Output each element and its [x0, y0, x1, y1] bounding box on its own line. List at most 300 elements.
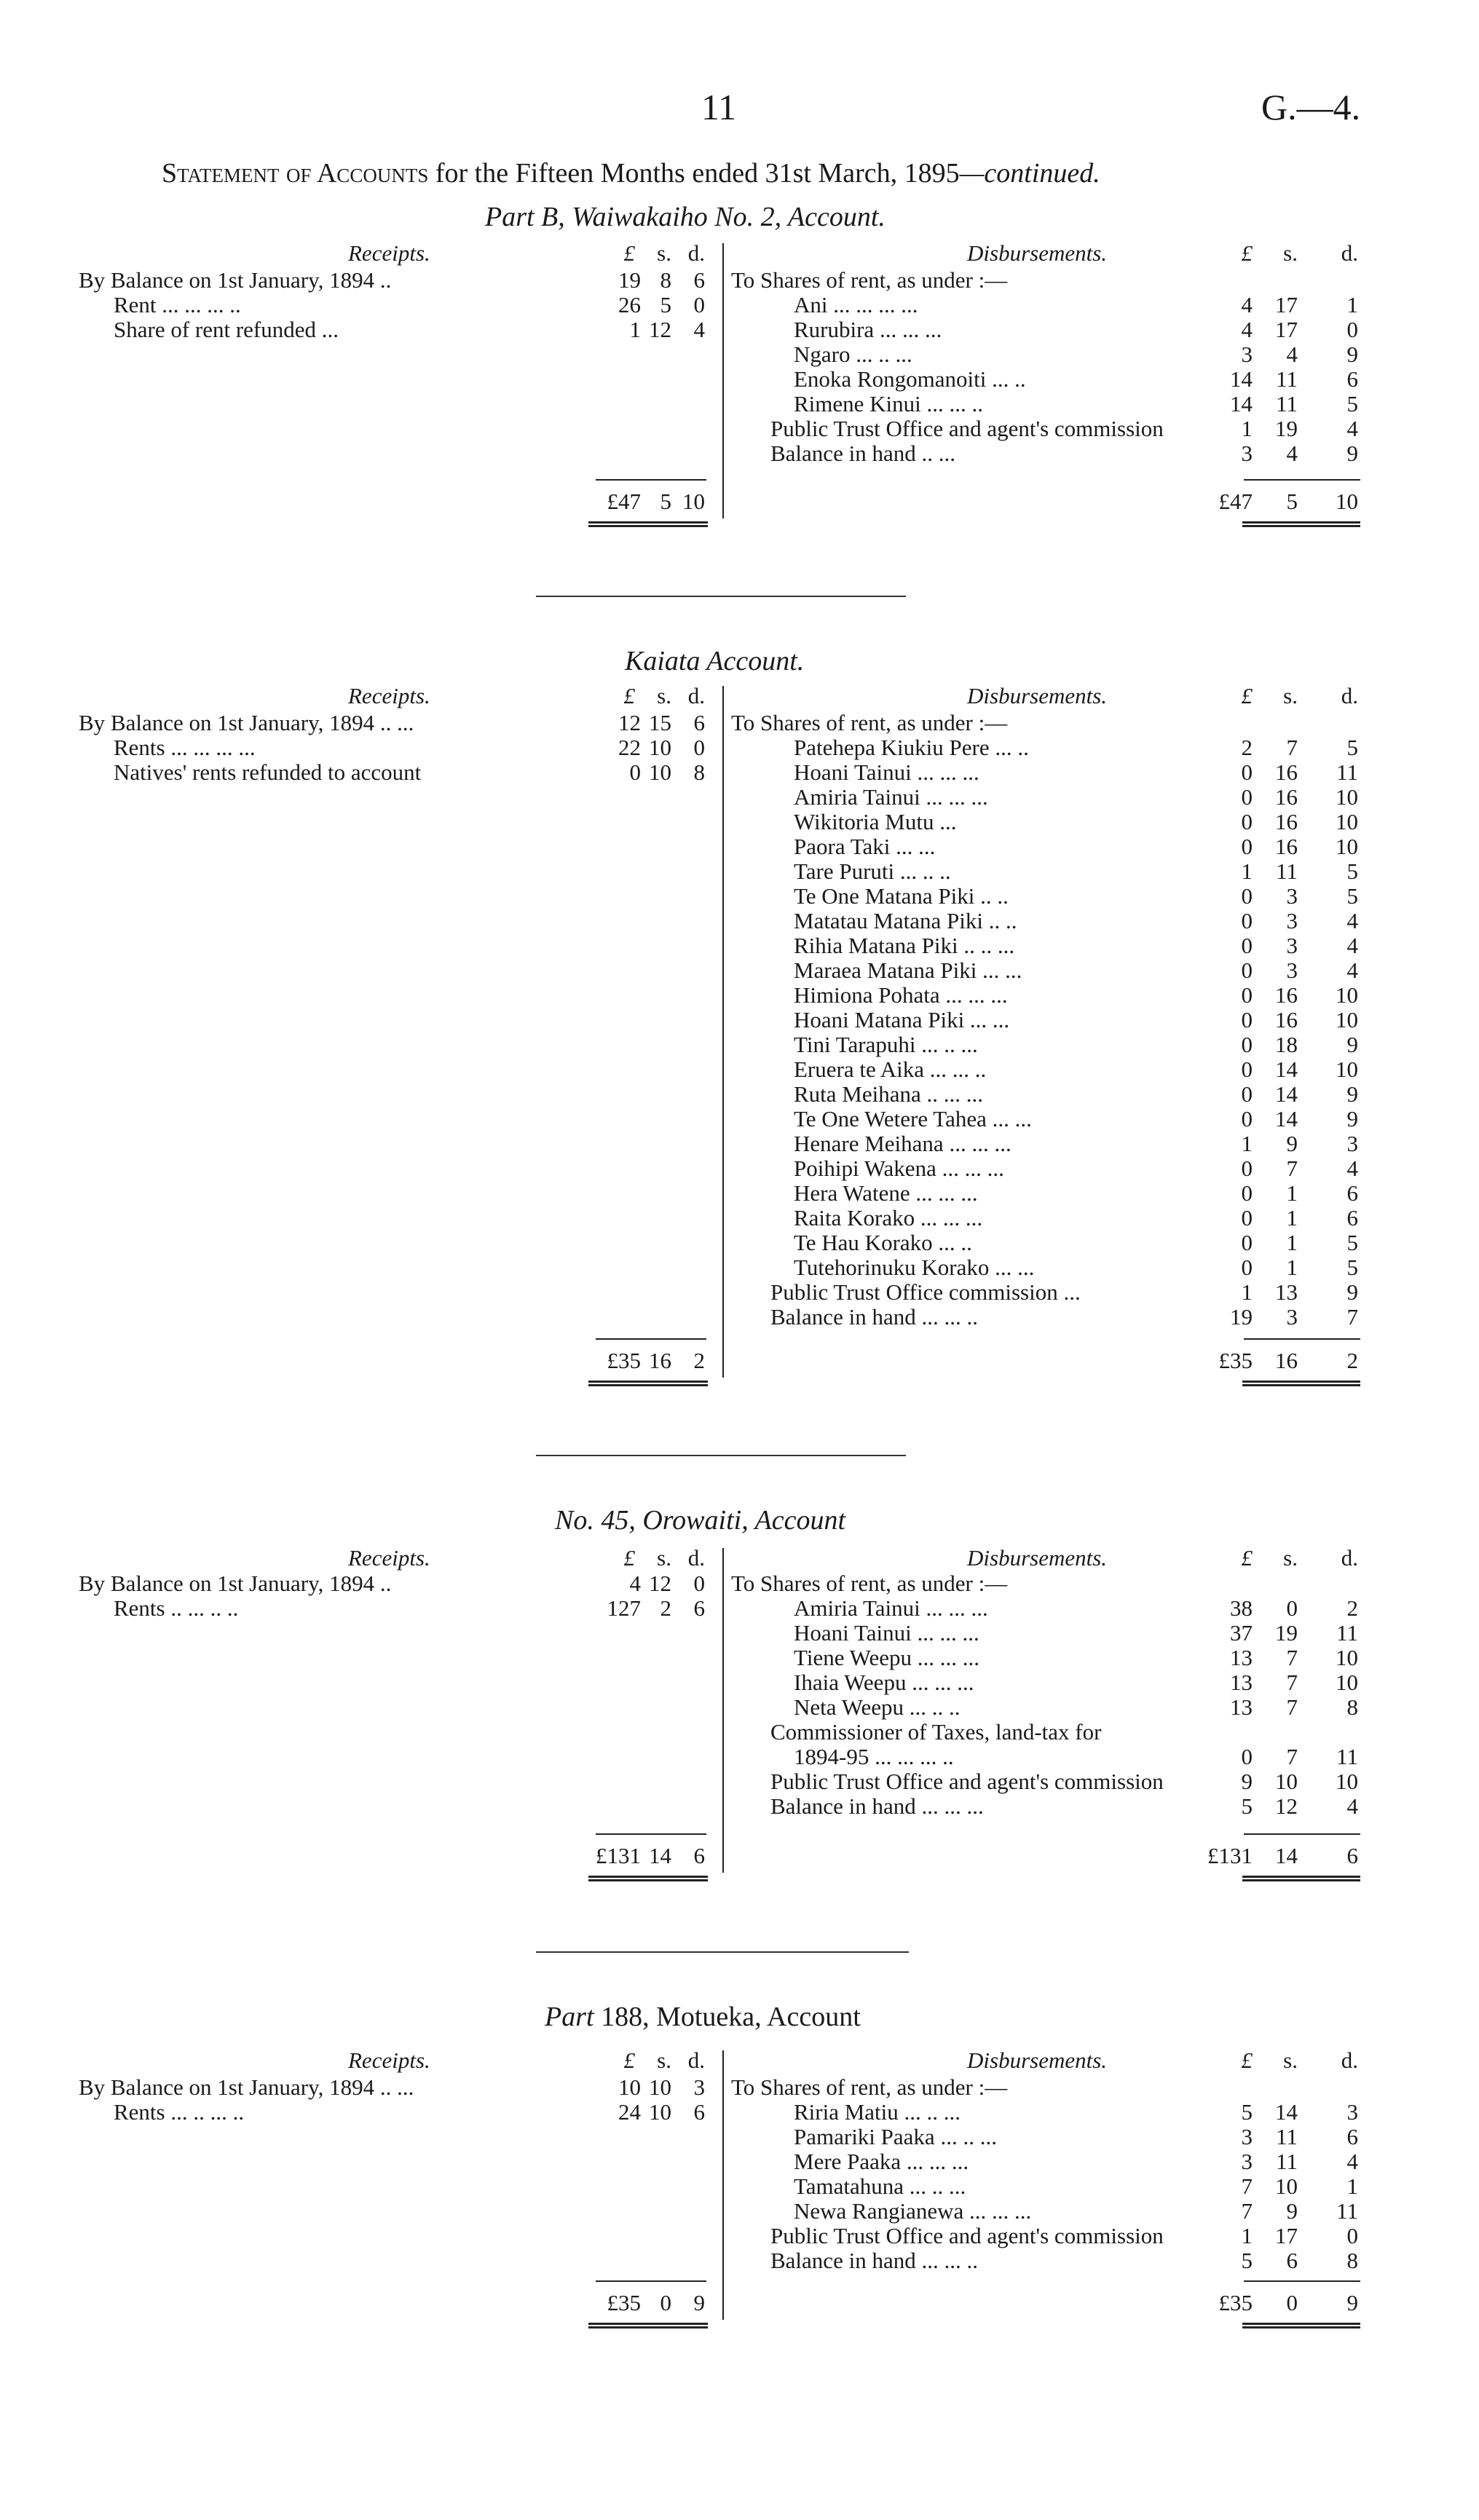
disbursement-row-label: Tutehorinuku Korako ... ...: [794, 1255, 1035, 1280]
disbursement-row-pounds: 0: [1241, 933, 1253, 958]
disbursement-row-pence: 10: [1336, 1007, 1358, 1032]
column-divider: [722, 243, 724, 518]
disbursements-total-pounds: £131: [1207, 1843, 1253, 1868]
disbursement-row-shillings: 16: [1275, 784, 1298, 810]
receipt-row-label: Rent ... ... ... ..: [114, 292, 241, 317]
disbursement-row-pounds: 1: [1241, 2223, 1253, 2248]
disbursement-row-shillings: 4: [1286, 341, 1298, 367]
disbursement-row-pence: 10: [1336, 1056, 1358, 1082]
disbursement-row-pence: 4: [1346, 416, 1358, 441]
disbursement-row-pounds: 0: [1241, 883, 1253, 909]
disbursement-row-label: Newa Rangianewa ... ... ...: [794, 2198, 1032, 2224]
disbursements-total-pence: 9: [1346, 2290, 1358, 2315]
receipts-total-shillings: 14: [649, 1843, 671, 1868]
receipts-pence-header: d.: [687, 1545, 705, 1571]
disbursement-row-pence: 11: [1336, 1744, 1358, 1769]
disbursement-row-label: Te One Wetere Tahea ... ...: [794, 1106, 1032, 1131]
disbursement-row-label: Raita Korako ... ... ...: [794, 1205, 983, 1231]
disbursement-row-pounds: 0: [1241, 1156, 1253, 1181]
disbursement-row-shillings: 11: [1276, 2124, 1298, 2149]
disbursement-row-pence: 5: [1346, 391, 1358, 416]
disbursement-row-pounds: 3: [1241, 2149, 1253, 2174]
disbursement-row-pence: 3: [1346, 1131, 1358, 1156]
receipts-total-pounds: £35: [607, 2290, 641, 2315]
receipt-row-pence: 0: [693, 292, 705, 317]
disbursement-row-pounds: 0: [1241, 1180, 1253, 1206]
account-heading: [545, 2001, 861, 2033]
receipts-total-pence: 10: [682, 489, 705, 514]
disbursements-shillings-header: s.: [1283, 240, 1298, 266]
disbursement-row-pence: 6: [1346, 366, 1358, 392]
disbursement-row-pounds: 3: [1241, 341, 1253, 367]
disbursement-row-shillings: 16: [1275, 759, 1298, 785]
disbursements-header: Disbursements.: [967, 683, 1108, 708]
disbursement-row-label: Ani ... ... ... ...: [794, 292, 918, 317]
disbursement-row-pounds: 0: [1241, 957, 1253, 983]
disbursements-total-pounds: £35: [1218, 1348, 1253, 1373]
disbursement-row-label: Hoani Matana Piki ... ...: [794, 1007, 1010, 1032]
disbursement-row-label: Mere Paaka ... ... ...: [794, 2149, 969, 2174]
disbursement-row-pence: 5: [1346, 735, 1358, 760]
disbursement-row-shillings: 10: [1275, 1769, 1298, 1794]
disbursement-row-shillings: 17: [1275, 2223, 1298, 2248]
disbursement-row-label: Public Trust Office and agent's commission: [770, 1769, 1164, 1794]
disbursement-row-pounds: 0: [1241, 809, 1253, 834]
disbursement-row-label: Hoani Tainui ... ... ...: [794, 1620, 979, 1646]
receipt-row-pence: 3: [693, 2074, 705, 2100]
disbursement-row-pounds: 0: [1241, 784, 1253, 810]
disbursements-total-pence: 10: [1336, 489, 1358, 514]
column-divider: [722, 2050, 724, 2320]
disbursement-row-shillings: 17: [1275, 292, 1298, 317]
account-heading-part-b: Orowaiti, Account: [635, 1505, 846, 1536]
disbursement-row-shillings: 7: [1286, 1744, 1298, 1769]
disbursement-row-pounds: 0: [1241, 1205, 1253, 1231]
disbursement-row-pounds: 0: [1241, 1255, 1253, 1280]
disbursement-row-shillings: 3: [1286, 1304, 1298, 1330]
disbursement-row-pence: 6: [1346, 2124, 1358, 2149]
disbursement-row-pounds: 1: [1241, 858, 1253, 884]
disbursement-row-pounds: 14: [1230, 366, 1253, 392]
disbursement-row-pounds: 0: [1241, 1056, 1253, 1082]
disbursements-pounds-header: £: [1241, 1545, 1253, 1571]
account-heading: [625, 645, 804, 677]
disbursement-row-pence: 6: [1346, 1205, 1358, 1231]
disbursement-row-pence: 11: [1336, 759, 1358, 785]
section-separator: [536, 1951, 909, 1953]
receipt-row-label: By Balance on 1st January, 1894 .. ...: [79, 710, 414, 735]
disbursement-row-pence: 9: [1346, 441, 1358, 466]
disbursements-header: Disbursements.: [967, 1545, 1108, 1571]
receipts-total-pence: 2: [693, 1348, 705, 1373]
disbursement-row-pence: 3: [1346, 2099, 1358, 2125]
disbursement-row-shillings: 4: [1286, 441, 1298, 466]
disbursement-row-pence: 1: [1346, 2173, 1358, 2199]
disbursement-row-label: Eruera te Aika ... ... ..: [794, 1056, 987, 1082]
disbursement-row-pounds: 3: [1241, 441, 1253, 466]
disbursements-pence-header: d.: [1341, 2047, 1358, 2073]
disbursement-row-pence: 10: [1336, 809, 1358, 834]
disbursement-row-label: Balance in hand ... ... ..: [770, 2248, 978, 2273]
disbursement-row-shillings: 17: [1275, 317, 1298, 342]
disbursement-row-label: Hera Watene ... ... ...: [794, 1180, 978, 1206]
disbursement-row-pence: 4: [1346, 957, 1358, 983]
receipt-row-pounds: 24: [618, 2099, 641, 2125]
disbursement-row-pounds: 0: [1241, 1106, 1253, 1131]
disbursements-shillings-header: s.: [1283, 2047, 1298, 2073]
disbursements-total-pence: 2: [1346, 1348, 1358, 1373]
disbursement-row-pounds: 5: [1241, 2099, 1253, 2125]
disbursement-row-label: Public Trust Office commission ...: [770, 1279, 1081, 1305]
receipts-pounds-header: £: [623, 2047, 635, 2073]
disbursements-pence-header: d.: [1341, 683, 1358, 708]
receipts-total-rule: [596, 479, 706, 481]
disbursement-row-shillings: 3: [1286, 883, 1298, 909]
disbursement-row-pence: 8: [1346, 1694, 1358, 1720]
receipt-row-shillings: 10: [649, 735, 671, 760]
disbursement-row-pence: 7: [1346, 1304, 1358, 1330]
receipts-header: Receipts.: [348, 2047, 430, 2073]
disbursement-row-pence: 9: [1346, 1081, 1358, 1107]
disbursements-pence-header: d.: [1341, 1545, 1358, 1571]
disbursement-row-shillings: 16: [1275, 834, 1298, 859]
disbursement-row-shillings: 9: [1286, 2198, 1298, 2224]
account-heading-part-a: No. 45,: [555, 1505, 636, 1536]
disbursement-row-label: Enoka Rongomanoiti ... ..: [794, 366, 1026, 392]
receipt-row-label: By Balance on 1st January, 1894 ..: [79, 1571, 392, 1596]
section-separator: [536, 596, 906, 597]
disbursement-row-pence: 10: [1336, 1670, 1358, 1695]
disbursements-pounds-header: £: [1241, 240, 1253, 266]
disbursement-row-pence: 2: [1346, 1595, 1358, 1621]
disbursement-row-pence: 0: [1346, 2223, 1358, 2248]
disbursement-row-pounds: 7: [1241, 2198, 1253, 2224]
disbursements-total-pence: 6: [1346, 1843, 1358, 1868]
receipt-row-label: By Balance on 1st January, 1894 ..: [79, 267, 392, 293]
disbursement-row-pounds: 13: [1230, 1645, 1253, 1670]
receipts-header: Receipts.: [348, 240, 430, 266]
receipt-row-pence: 0: [693, 735, 705, 760]
disbursements-total-pounds: £35: [1218, 2290, 1253, 2315]
column-divider: [722, 1548, 724, 1873]
disbursement-row-shillings: 16: [1275, 1007, 1298, 1032]
disbursement-row-shillings: 11: [1276, 858, 1298, 884]
disbursement-row-shillings: 7: [1286, 1156, 1298, 1181]
disbursements-total-rule: [1244, 2280, 1360, 2282]
disbursements-total-rule: [1244, 1338, 1360, 1340]
title-suffix: —continued.: [959, 158, 1100, 189]
receipt-row-shillings: 12: [649, 1571, 671, 1596]
disbursement-row-shillings: 7: [1286, 1670, 1298, 1695]
disbursement-row-label: Wikitoria Mutu ...: [794, 809, 957, 834]
receipt-row-pounds: 4: [629, 1571, 641, 1596]
receipt-row-shillings: 5: [660, 292, 671, 317]
title-prefix: Statement of Accounts: [162, 158, 429, 189]
disbursements-header: Disbursements.: [967, 2047, 1108, 2073]
receipts-total-pounds: £47: [607, 489, 641, 514]
receipts-total-pounds: £131: [596, 1843, 641, 1868]
receipt-row-pence: 6: [693, 2099, 705, 2125]
page-title: [162, 157, 1100, 189]
disbursement-row-label: Public Trust Office and agent's commission: [770, 416, 1164, 441]
disbursements-total-rule: [1244, 1833, 1360, 1835]
receipt-row-pence: 4: [693, 317, 705, 342]
account-heading-part-a: Part: [545, 2002, 594, 2032]
receipts-pounds-header: £: [623, 1545, 635, 1571]
receipt-row-label: Natives' rents refunded to account: [114, 759, 422, 785]
disbursement-row-shillings: 6: [1286, 2248, 1298, 2273]
disbursements-double-rule: [1242, 521, 1360, 527]
receipt-row-label: By Balance on 1st January, 1894 .. ...: [79, 2074, 414, 2100]
disbursement-row-pounds: 4: [1241, 317, 1253, 342]
receipt-row-label: Rents ... ... ... ...: [114, 735, 256, 760]
disbursement-row-pounds: 0: [1241, 834, 1253, 859]
disbursement-row-pence: 9: [1346, 1032, 1358, 1057]
receipt-row-shillings: 10: [649, 759, 671, 785]
receipts-shillings-header: s.: [657, 2047, 671, 2073]
disbursement-row-shillings: 14: [1275, 1056, 1298, 1082]
disbursement-row-pounds: 0: [1241, 759, 1253, 785]
disbursements-double-rule: [1242, 1381, 1360, 1386]
document-reference: G.—4.: [1261, 87, 1361, 127]
receipt-row-pence: 6: [693, 710, 705, 735]
disbursement-row-shillings: 1: [1286, 1205, 1298, 1231]
disbursement-row-shillings: 10: [1275, 2173, 1298, 2199]
disbursement-row-label: Himiona Pohata ... ... ...: [794, 982, 1008, 1008]
disbursement-row-label: Pamariki Paaka ... .. ...: [794, 2124, 997, 2149]
disbursement-row-pence: 5: [1346, 883, 1358, 909]
disbursement-row-label: Matatau Matana Piki .. ..: [794, 908, 1017, 933]
receipts-double-rule: [588, 1876, 708, 1881]
receipts-total-rule: [596, 2280, 706, 2282]
account-heading-part-b: Waiwakaiho No. 2, Account.: [564, 202, 886, 232]
account-heading-part-a: Part B,: [485, 202, 565, 232]
disbursement-row-shillings: 16: [1275, 982, 1298, 1008]
disbursement-row-shillings: 19: [1275, 1620, 1298, 1646]
receipts-total-pence: 6: [693, 1843, 705, 1868]
disbursement-row-pounds: 0: [1241, 1032, 1253, 1057]
disbursement-lead: To Shares of rent, as under :—: [731, 2074, 1008, 2100]
disbursement-row-pence: 4: [1346, 1156, 1358, 1181]
disbursement-row-shillings: 7: [1286, 735, 1298, 760]
receipts-double-rule: [588, 2323, 708, 2329]
account-heading-part-b: 188, Motueka, Account: [593, 2002, 861, 2032]
disbursement-row-pounds: 0: [1241, 1744, 1253, 1769]
disbursement-row-pounds: 0: [1241, 982, 1253, 1008]
disbursement-row-label: Te One Matana Piki .. ..: [794, 883, 1009, 909]
disbursement-row-pence: 5: [1346, 1230, 1358, 1255]
receipt-row-label: Share of rent refunded ...: [114, 317, 339, 342]
disbursement-row-pounds: 1: [1241, 416, 1253, 441]
disbursements-pounds-header: £: [1241, 2047, 1253, 2073]
disbursements-pence-header: d.: [1341, 240, 1358, 266]
receipt-row-shillings: 12: [649, 317, 671, 342]
disbursement-row-pounds: 9: [1241, 1769, 1253, 1794]
disbursement-row-label: Amiria Tainui ... ... ...: [794, 784, 988, 810]
disbursements-total-rule: [1244, 479, 1360, 481]
receipt-row-shillings: 10: [649, 2074, 671, 2100]
disbursement-row-label: Public Trust Office and agent's commission: [770, 2223, 1164, 2248]
disbursement-row-shillings: 3: [1286, 957, 1298, 983]
receipts-pence-header: d.: [687, 2047, 705, 2073]
disbursement-row-shillings: 7: [1286, 1645, 1298, 1670]
disbursement-row-shillings: 19: [1275, 416, 1298, 441]
disbursement-row-pence: 10: [1336, 1645, 1358, 1670]
receipts-shillings-header: s.: [657, 1545, 671, 1571]
disbursement-row-pounds: 0: [1241, 1230, 1253, 1255]
receipts-double-rule: [588, 1381, 708, 1386]
receipts-shillings-header: s.: [657, 240, 671, 266]
receipt-row-pounds: 22: [618, 735, 641, 760]
disbursement-row-pence: 6: [1346, 1180, 1358, 1206]
disbursement-row-shillings: 7: [1286, 1694, 1298, 1720]
disbursement-row-pounds: 5: [1241, 1793, 1253, 1819]
disbursement-row-pence: 4: [1346, 2149, 1358, 2174]
disbursements-shillings-header: s.: [1283, 1545, 1298, 1571]
disbursement-row-label: Paora Taki ... ...: [794, 834, 936, 859]
disbursement-row-label: Neta Weepu ... .. ..: [794, 1694, 961, 1720]
disbursement-row-label: Rimene Kinui ... ... ..: [794, 391, 984, 416]
disbursement-row-label: Poihipi Wakena ... ... ...: [794, 1156, 1004, 1181]
receipts-total-pence: 9: [693, 2290, 705, 2315]
disbursement-row-shillings: 11: [1276, 391, 1298, 416]
disbursements-total-shillings: 5: [1286, 489, 1298, 514]
disbursement-row-pounds: 4: [1241, 292, 1253, 317]
receipts-total-shillings: 0: [660, 2290, 671, 2315]
receipts-total-rule: [596, 1833, 706, 1835]
receipt-row-pounds: 26: [618, 292, 641, 317]
disbursement-row-pounds: 0: [1241, 1081, 1253, 1107]
disbursement-row-pence: 11: [1336, 2198, 1358, 2224]
disbursement-row-pence: 4: [1346, 1793, 1358, 1819]
disbursement-row-pence: 4: [1346, 908, 1358, 933]
disbursements-shillings-header: s.: [1283, 683, 1298, 708]
disbursement-row-label: 1894-95 ... ... ... ..: [794, 1744, 954, 1769]
disbursement-row-label: Tamatahuna ... .. ...: [794, 2173, 966, 2199]
disbursement-row-label: Balance in hand ... ... ...: [770, 1793, 984, 1819]
disbursement-row-pounds: 13: [1230, 1670, 1253, 1695]
receipt-row-pounds: 12: [618, 710, 641, 735]
account-heading-part-a: Kaiata: [625, 646, 701, 676]
receipts-pence-header: d.: [687, 683, 705, 708]
receipts-header: Receipts.: [348, 683, 430, 708]
disbursement-lead: To Shares of rent, as under :—: [731, 710, 1008, 735]
disbursement-row-pounds: 0: [1241, 908, 1253, 933]
receipt-row-shillings: 8: [660, 267, 671, 293]
disbursement-row-shillings: 3: [1286, 908, 1298, 933]
disbursement-row-pounds: 1: [1241, 1279, 1253, 1305]
account-heading-part-b: Account.: [700, 646, 805, 676]
disbursement-row-label: Tini Tarapuhi ... .. ...: [794, 1032, 978, 1057]
disbursement-row-label: Balance in hand .. ...: [770, 441, 955, 466]
disbursement-row-pence: 0: [1346, 317, 1358, 342]
disbursements-pounds-header: £: [1241, 683, 1253, 708]
receipt-row-pence: 0: [693, 1571, 705, 1596]
disbursement-row-pounds: 7: [1241, 2173, 1253, 2199]
receipt-row-pounds: 19: [618, 267, 641, 293]
receipt-row-label: Rents .. ... .. ..: [114, 1595, 239, 1621]
receipt-row-pence: 8: [693, 759, 705, 785]
disbursement-row-pence: 5: [1346, 858, 1358, 884]
receipts-pounds-header: £: [623, 240, 635, 266]
disbursement-row-pence: 1: [1346, 292, 1358, 317]
disbursement-row-pence: 11: [1336, 1620, 1358, 1646]
receipt-row-shillings: 10: [649, 2099, 671, 2125]
disbursement-row-label: Tiene Weepu ... ... ...: [794, 1645, 979, 1670]
disbursement-row-shillings: 16: [1275, 809, 1298, 834]
receipts-pence-header: d.: [687, 240, 705, 266]
disbursements-header: Disbursements.: [967, 240, 1108, 266]
disbursement-row-pence: 10: [1336, 834, 1358, 859]
disbursement-row-label: Ngaro ... .. ...: [794, 341, 912, 367]
disbursements-total-shillings: 14: [1275, 1843, 1298, 1868]
receipt-row-pence: 6: [693, 1595, 705, 1621]
receipts-total-shillings: 5: [660, 489, 671, 514]
disbursement-row-label: Tare Puruti ... .. ..: [794, 858, 951, 884]
disbursement-row-shillings: 14: [1275, 1106, 1298, 1131]
disbursements-total-shillings: 0: [1286, 2290, 1298, 2315]
disbursement-row-label: Balance in hand ... ... ..: [770, 1304, 978, 1330]
disbursement-row-label: Ihaia Weepu ... ... ...: [794, 1670, 974, 1695]
disbursement-row-label: Rurubira ... ... ...: [794, 317, 942, 342]
disbursements-double-rule: [1242, 2323, 1360, 2329]
disbursements-total-pounds: £47: [1218, 489, 1253, 514]
disbursement-row-shillings: 1: [1286, 1230, 1298, 1255]
disbursement-row-pence: 9: [1346, 1279, 1358, 1305]
disbursement-row-shillings: 11: [1276, 366, 1298, 392]
disbursement-row-pounds: 19: [1230, 1304, 1253, 1330]
disbursement-row-label: Amiria Tainui ... ... ...: [794, 1595, 988, 1621]
disbursement-row-shillings: 11: [1276, 2149, 1298, 2174]
receipts-pounds-header: £: [623, 683, 635, 708]
disbursement-row-label: Maraea Matana Piki ... ...: [794, 957, 1022, 983]
disbursement-row-label: Henare Meihana ... ... ...: [794, 1131, 1011, 1156]
disbursement-row-label: Te Hau Korako ... ..: [794, 1230, 972, 1255]
disbursement-row-pounds: 3: [1241, 2124, 1253, 2149]
receipts-header: Receipts.: [348, 1545, 430, 1571]
disbursement-row-label: Rihia Matana Piki .. .. ...: [794, 933, 1015, 958]
disbursement-row-pounds: 0: [1241, 1007, 1253, 1032]
disbursement-row-shillings: 14: [1275, 2099, 1298, 2125]
title-middle: for the Fifteen Months ended 31st March, 1895: [428, 158, 960, 189]
disbursement-row-shillings: 18: [1275, 1032, 1298, 1057]
disbursement-row-shillings: 9: [1286, 1131, 1298, 1156]
disbursement-row-pounds: 14: [1230, 391, 1253, 416]
disbursement-row-shillings: 3: [1286, 933, 1298, 958]
receipts-double-rule: [588, 521, 708, 527]
disbursement-row-label: Riria Matiu ... .. ...: [794, 2099, 961, 2125]
receipt-row-pounds: 1: [629, 317, 641, 342]
disbursement-row-pounds: 13: [1230, 1694, 1253, 1720]
disbursements-double-rule: [1242, 1876, 1360, 1881]
disbursement-row-pence: 8: [1346, 2248, 1358, 2273]
receipt-row-pounds: 0: [629, 759, 641, 785]
disbursement-row-pounds: 37: [1230, 1620, 1253, 1646]
disbursements-total-shillings: 16: [1275, 1348, 1298, 1373]
disbursement-row-pence: 4: [1346, 933, 1358, 958]
receipt-row-shillings: 2: [660, 1595, 671, 1621]
disbursement-row-shillings: 12: [1275, 1793, 1298, 1819]
page-number: 11: [701, 87, 737, 127]
disbursement-row-pence: 10: [1336, 784, 1358, 810]
receipts-shillings-header: s.: [657, 683, 671, 708]
disbursement-row-shillings: 0: [1286, 1595, 1298, 1621]
account-heading: [485, 201, 886, 233]
receipt-row-label: Rents ... .. ... ..: [114, 2099, 245, 2125]
receipts-total-rule: [596, 1338, 706, 1340]
disbursement-row-pence: 10: [1336, 982, 1358, 1008]
receipts-total-shillings: 16: [649, 1348, 671, 1373]
